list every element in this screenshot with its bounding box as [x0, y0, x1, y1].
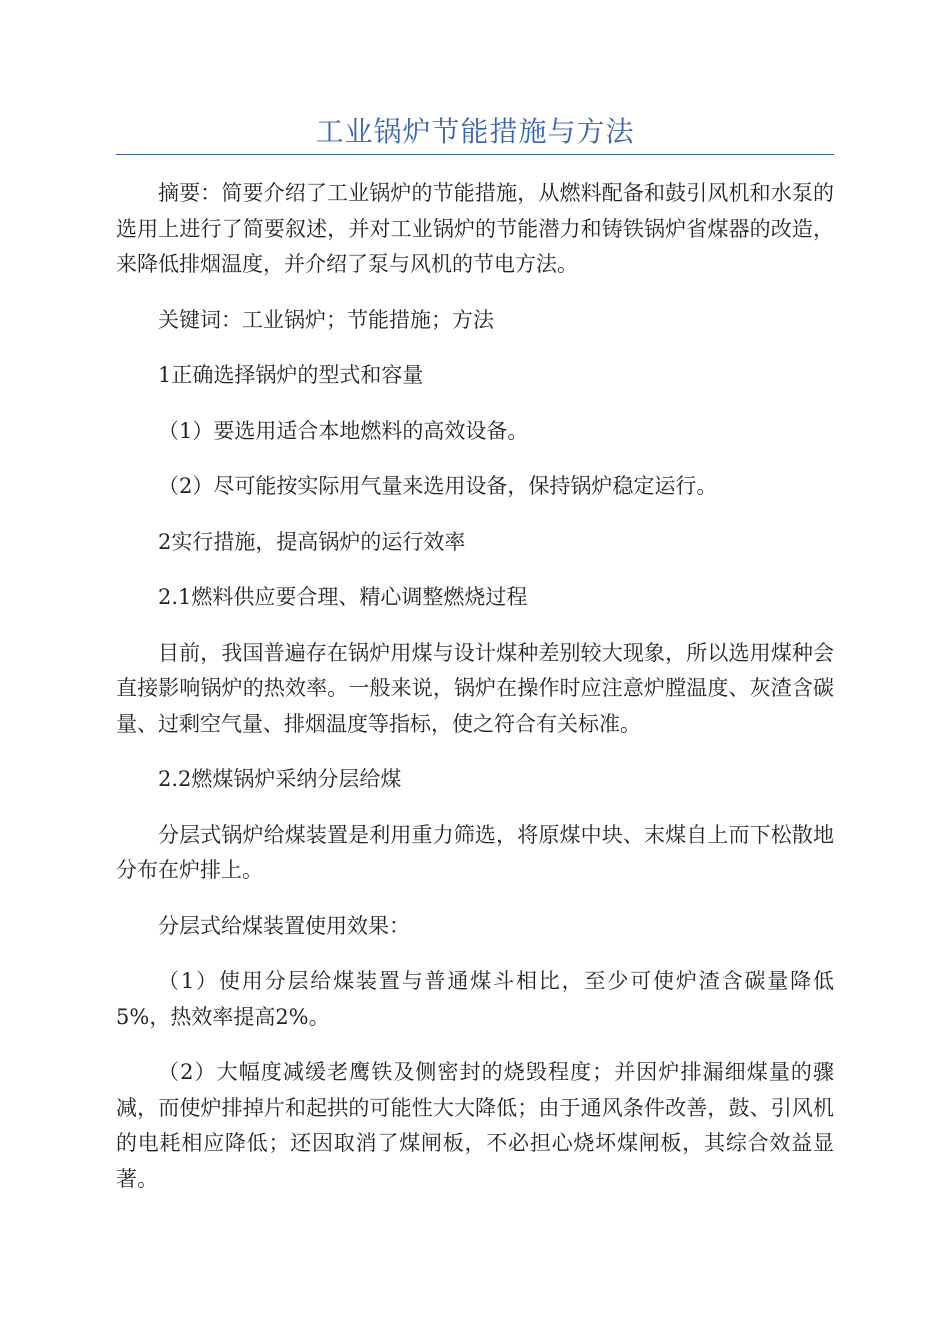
section-heading-1: 1正确选择锅炉的型式和容量: [158, 363, 424, 387]
keywords-paragraph: 关键词：工业锅炉；节能措施；方法: [158, 307, 494, 332]
list-item: （2）尽可能按实际用气量来选用设备，保持锅炉稳定运行。: [158, 474, 718, 498]
list-item: （2）大幅度减缓老鹰铁及侧密封的烧毁程度；并因炉排漏细煤量的骤减，而使炉排掉片和起拱的可能性大大降低；由于通风条件改善，鼓、引风机的电耗相应降低；还因取消了煤闸板，不必担心烧坏煤闸板，其综合效益显著。: [116, 1060, 834, 1191]
list-item: （1）使用分层给煤装置与普通煤斗相比，至少可使炉渣含碳量降低5%，热效率提高2%。: [116, 969, 834, 1029]
abstract-paragraph: 摘要：简要介绍了工业锅炉的节能措施，从燃料配备和鼓引风机和水泵的选用上进行了简要叙述，并对工业锅炉的节能潜力和铸铁锅炉省煤器的改造，来降低排烟温度，并介绍了泵与风机的节电方法。: [116, 181, 834, 276]
title-underline: [116, 154, 834, 155]
body-paragraph: 分层式给煤装置使用效果：: [158, 913, 410, 938]
page-title: 工业锅炉节能措施与方法: [315, 115, 635, 148]
subsection-heading-2-1: 2.1燃料供应要合理、精心调整燃烧过程: [158, 585, 528, 609]
section-heading-2: 2实行措施，提高锅炉的运行效率: [158, 529, 466, 554]
list-item: （1）要选用适合本地燃料的高效设备。: [158, 418, 529, 443]
subsection-heading-2-2: 2.2燃煤锅炉采纳分层给煤: [158, 767, 402, 791]
body-paragraph: 目前，我国普遍存在锅炉用煤与设计煤种差别较大现象，所以选用煤种会直接影响锅炉的热效率。一般来说，锅炉在操作时应注意炉膛温度、灰渣含碳量、过剩空气量、排烟温度等指标，使之符合有关标准。: [116, 640, 834, 736]
document-body: [116, 176, 834, 1217]
body-paragraph: 分层式锅炉给煤装置是利用重力筛选，将原煤中块、末煤自上而下松散地分布在炉排上。: [116, 822, 834, 882]
